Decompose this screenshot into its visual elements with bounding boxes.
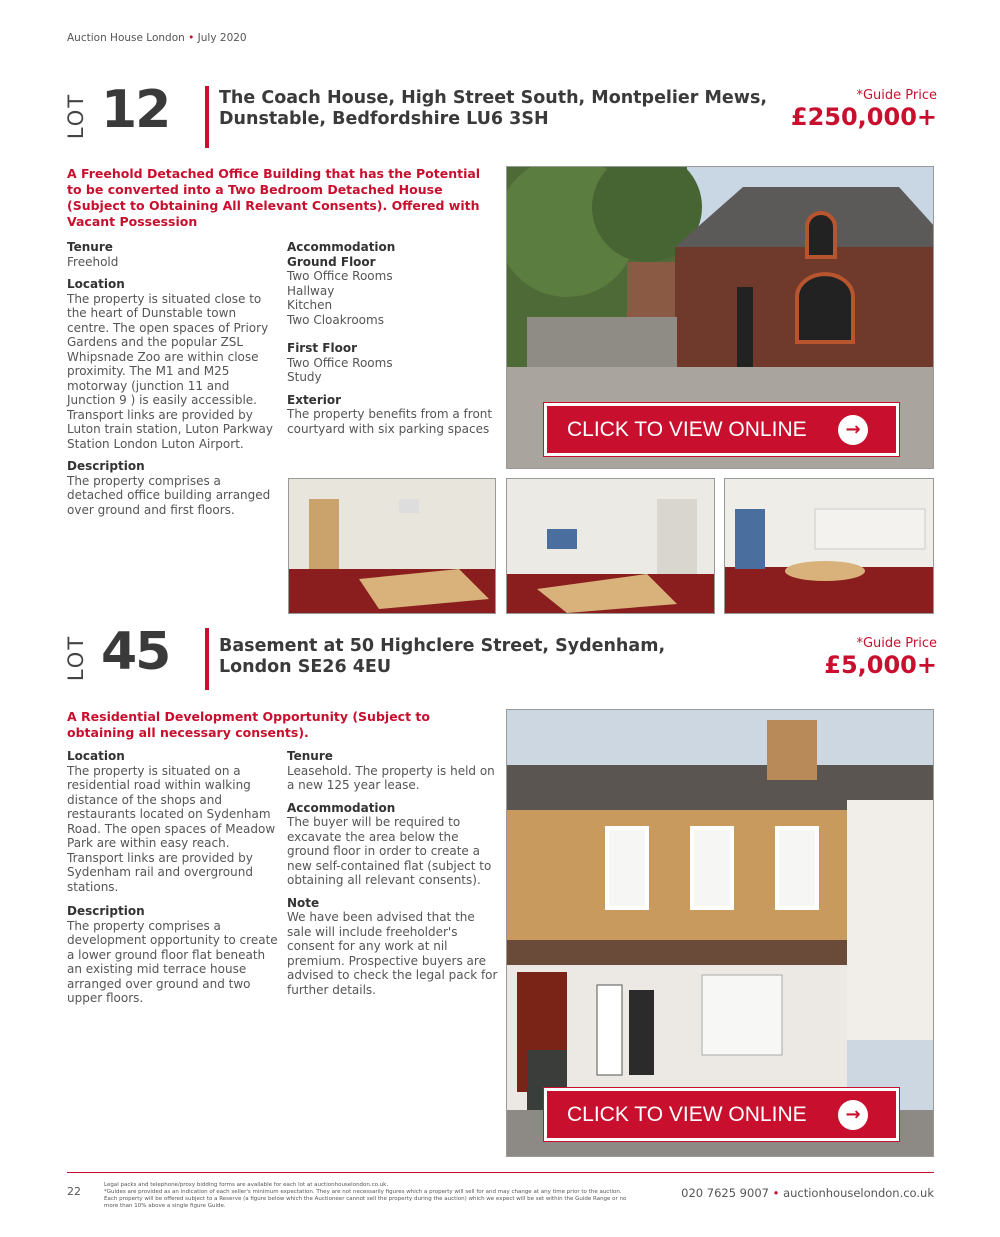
lot-summary: A Freehold Detached Office Building that has the Potential to be converted into a Two Bedroom Detached House (Subject to Obtaining All Relevant Consents). Offered with Vacant Possession: [67, 166, 481, 229]
footer-rule: [67, 1172, 934, 1173]
office-interior-illustration-3: [725, 479, 934, 614]
title-rule: [205, 86, 209, 148]
publisher-name: Auction House London: [67, 32, 185, 44]
guide-price-label: *Guide Price: [856, 636, 937, 651]
lot-summary: A Residential Development Opportunity (Subject to obtaining all necessary consents).: [67, 709, 430, 740]
view-online-button[interactable]: [544, 1088, 899, 1141]
running-head: [67, 32, 247, 44]
location-heading: Location: [67, 749, 125, 763]
title-line-1: Basement at 50 Highclere Street, Sydenham,: [219, 636, 666, 656]
description-heading: Description: [67, 459, 145, 473]
office-interior-illustration-2: [507, 479, 715, 614]
arrow-right-icon: →: [838, 415, 868, 445]
view-online-label: CLICK TO VIEW ONLINE: [567, 1102, 807, 1126]
guide-price-label: *Guide Price: [856, 88, 937, 103]
arrow-right-icon: →: [838, 1100, 868, 1130]
legal-line-2: *Guides are provided as an indication of each seller's minimum expectation. They are not necessarily figures which a property will sell for and may change at any time prior to the auction. Each property will be offered subject to a Reserve (a figure below which the Auctioneer cannot sell the property during the auction) which we expect will be set within the Guide Range or no more than 10% above a single figure Guide.: [104, 1189, 627, 1209]
tenure-heading: Tenure: [287, 749, 333, 763]
lot-word: LOT: [64, 634, 89, 682]
page-number: 22: [67, 1185, 81, 1198]
phone-number: 020 7625 9007: [681, 1186, 769, 1200]
tenure-heading: Tenure: [67, 240, 113, 254]
exterior-text: The property benefits from a front courtyard with six parking spaces: [287, 407, 493, 436]
separator-dot: •: [772, 1186, 784, 1200]
view-online-label: CLICK TO VIEW ONLINE: [567, 417, 807, 441]
left-column: [67, 240, 279, 517]
tenure-text: Freehold: [67, 254, 119, 269]
first-floor-item: Two Office Rooms: [287, 355, 393, 370]
ground-floor-item: Hallway: [287, 283, 335, 298]
footer-contact: [681, 1186, 934, 1200]
ground-floor-item: Kitchen: [287, 298, 333, 312]
accommodation-heading: Accommodation: [287, 800, 396, 815]
description-text: The property comprises a development opportunity to create a lower ground floor flat beneath an existing mid terrace house arranged over ground and two upper floors.: [67, 918, 278, 1005]
accommodation-heading: Accommodation: [287, 240, 396, 254]
title-line-2: London SE26 4EU: [219, 657, 392, 677]
view-online-button[interactable]: [544, 403, 899, 456]
exterior-heading: Exterior: [287, 392, 342, 407]
lot-label: [64, 628, 97, 688]
office-interior-photo-2: [506, 478, 715, 614]
issue-date: July 2020: [197, 32, 247, 44]
note-text: We have been advised that the sale will include freeholder's consent for any work at nil premium. Prospective buyers are advised to check the legal pack for further details.: [287, 910, 498, 997]
left-column: [67, 749, 279, 1006]
website-link[interactable]: auctionhouselondon.co.uk: [783, 1186, 934, 1200]
location-text: The property is situated on a residential road within walking distance of the shops and restaurants located on Sydenham Road. The open spaces of Meadow Park are within easy reach. Transport links are provided by Sydenham rail and overground stations.: [67, 763, 276, 894]
office-interior-photo-3: [724, 478, 934, 614]
note-heading: Note: [287, 895, 320, 910]
legal-notice: [104, 1182, 634, 1210]
lot-title: [219, 636, 779, 678]
description-text: The property comprises a detached office building arranged over ground and first floors.: [67, 473, 271, 517]
title-rule: [205, 628, 209, 690]
guide-price-value: £5,000+: [824, 651, 937, 679]
guide-price-block: [791, 88, 937, 131]
first-floor-heading: First Floor: [287, 341, 358, 355]
lot-word: LOT: [64, 92, 89, 140]
separator-dot: •: [188, 32, 198, 44]
right-column: [287, 749, 499, 997]
ground-floor-item: Two Office Rooms: [287, 269, 393, 283]
lot-label: [64, 86, 97, 146]
lot-number: 12: [101, 80, 170, 140]
office-interior-illustration-1: [289, 479, 496, 614]
ground-floor-heading: Ground Floor: [287, 254, 376, 269]
title-line-1: The Coach House, High Street South, Montpelier Mews,: [219, 88, 768, 108]
first-floor-item: Study: [287, 370, 322, 384]
location-text: The property is situated close to the heart of Dunstable town centre. The open spaces of Priory Gardens and the popular ZSL Whipsnade Zoo are within close proximity. The M1 and M25 motorway (junction 11 and Junction 9 ) is easily accessible. Transport links are provided by Luton train station, Luton Parkway Station London Luton Airport.: [67, 291, 273, 451]
title-line-2: Dunstable, Bedfordshire LU6 3SH: [219, 109, 549, 129]
guide-price-block: [824, 636, 937, 679]
ground-floor-item: Two Cloakrooms: [287, 312, 384, 327]
guide-price-value: £250,000+: [790, 103, 937, 131]
lot-number: 45: [101, 622, 170, 682]
right-column: [287, 240, 497, 436]
tenure-text: Leasehold. The property is held on a new 125 year lease.: [287, 763, 495, 792]
lot-title: [219, 88, 779, 130]
office-interior-photo-1: [288, 478, 496, 614]
legal-line-1: Legal packs and telephone/proxy bidding forms are available for each lot at auctionhouselondon.co.uk.: [104, 1182, 389, 1188]
location-heading: Location: [67, 277, 125, 291]
accommodation-text: The buyer will be required to excavate the area below the ground floor in order to create a new self-contained flat (subject to obtaining all relevant consents).: [287, 815, 492, 887]
description-heading: Description: [67, 904, 145, 918]
